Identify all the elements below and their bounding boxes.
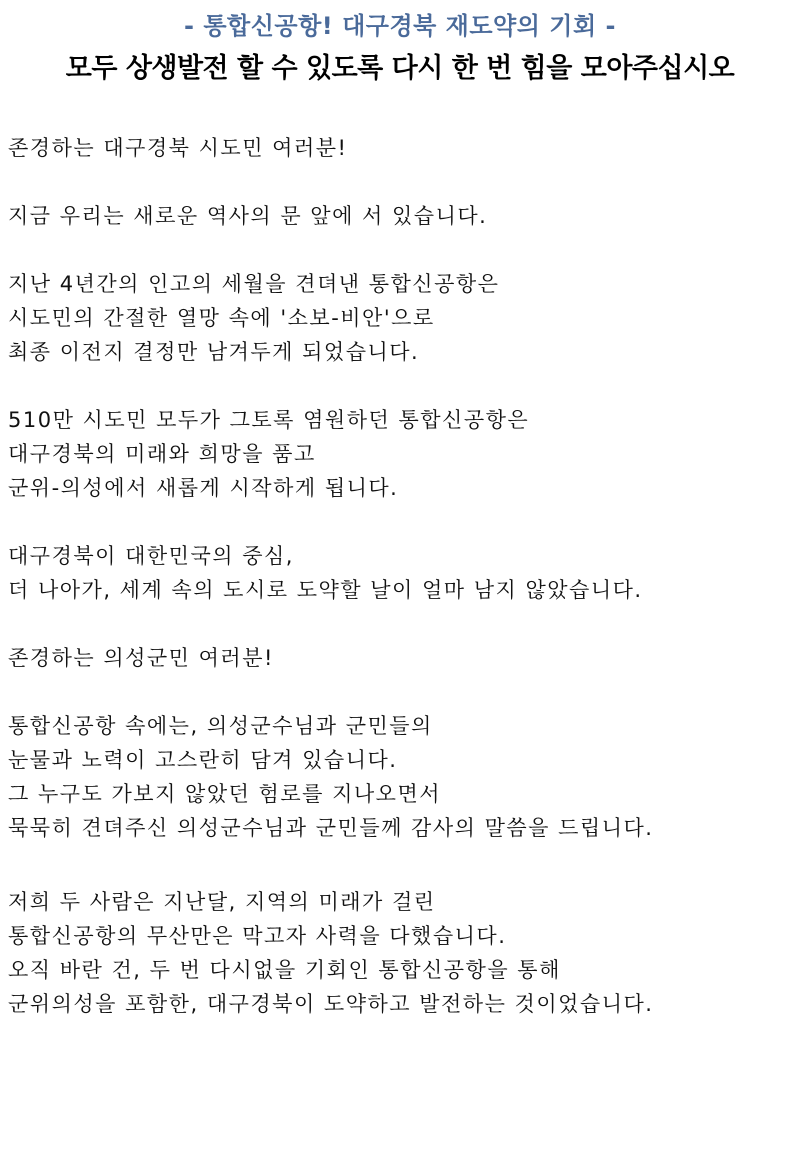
text-line: 군위-의성에서 새롭게 시작하게 됩니다. xyxy=(8,476,399,500)
paragraph-gratitude xyxy=(8,709,794,845)
text-line: 대구경북이 대한민국의 중심, xyxy=(8,544,294,568)
paragraph-relocation xyxy=(8,267,794,369)
text-line: 묵묵히 견뎌주신 의성군수님과 군민들께 감사의 말씀을 드립니다. xyxy=(8,816,654,840)
paragraph-new-start xyxy=(8,403,794,505)
paragraph-efforts xyxy=(8,885,794,1021)
text-line: 존경하는 의성군민 여러분! xyxy=(8,646,274,670)
text-line: 더 나아가, 세계 속의 도시로 도약할 날이 얼마 남지 않았습니다. xyxy=(8,578,643,602)
text-line: 지난 4년간의 인고의 세월을 견뎌낸 통합신공항은 xyxy=(8,272,500,296)
text-line: 눈물과 노력이 고스란히 담겨 있습니다. xyxy=(8,748,398,772)
text-line: 510만 시도민 모두가 그토록 염원하던 통합신공항은 xyxy=(8,408,530,432)
paragraph-greeting-uiseong xyxy=(8,641,794,675)
text-line: 군위의성을 포함한, 대구경북이 도약하고 발전하는 것이었습니다. xyxy=(8,992,654,1016)
text-line: 존경하는 대구경북 시도민 여러분! xyxy=(8,136,348,160)
text-line: 최종 이전지 결정만 남겨두게 되었습니다. xyxy=(8,340,420,364)
text-line: 시도민의 간절한 열망 속에 '소보-비안'으로 xyxy=(8,306,435,330)
letter-body xyxy=(8,131,794,1021)
header-kicker: - 통합신공항! 대구경북 재도약의 기회 - xyxy=(184,12,616,40)
paragraph-greeting-citizens xyxy=(8,131,794,165)
paragraph-global-city xyxy=(8,539,794,607)
text-line: 통합신공항 속에는, 의성군수님과 군민들의 xyxy=(8,714,433,738)
text-line: 저희 두 사람은 지난달, 지역의 미래가 걸린 xyxy=(8,890,436,914)
text-line: 대구경북의 미래와 희망을 품고 xyxy=(8,442,316,466)
headline: 모두 상생발전 할 수 있도록 다시 한 번 힘을 모아주십시오 xyxy=(65,53,735,84)
text-line: 통합신공항의 무산만은 막고자 사력을 다했습니다. xyxy=(8,924,507,948)
text-line: 오직 바란 건, 두 번 다시없을 기회인 통합신공항을 통해 xyxy=(8,958,561,982)
paragraph-new-history xyxy=(8,199,794,233)
text-line: 지금 우리는 새로운 역사의 문 앞에 서 있습니다. xyxy=(8,204,488,228)
text-line: 그 누구도 가보지 않았던 험로를 지나오면서 xyxy=(8,782,442,806)
